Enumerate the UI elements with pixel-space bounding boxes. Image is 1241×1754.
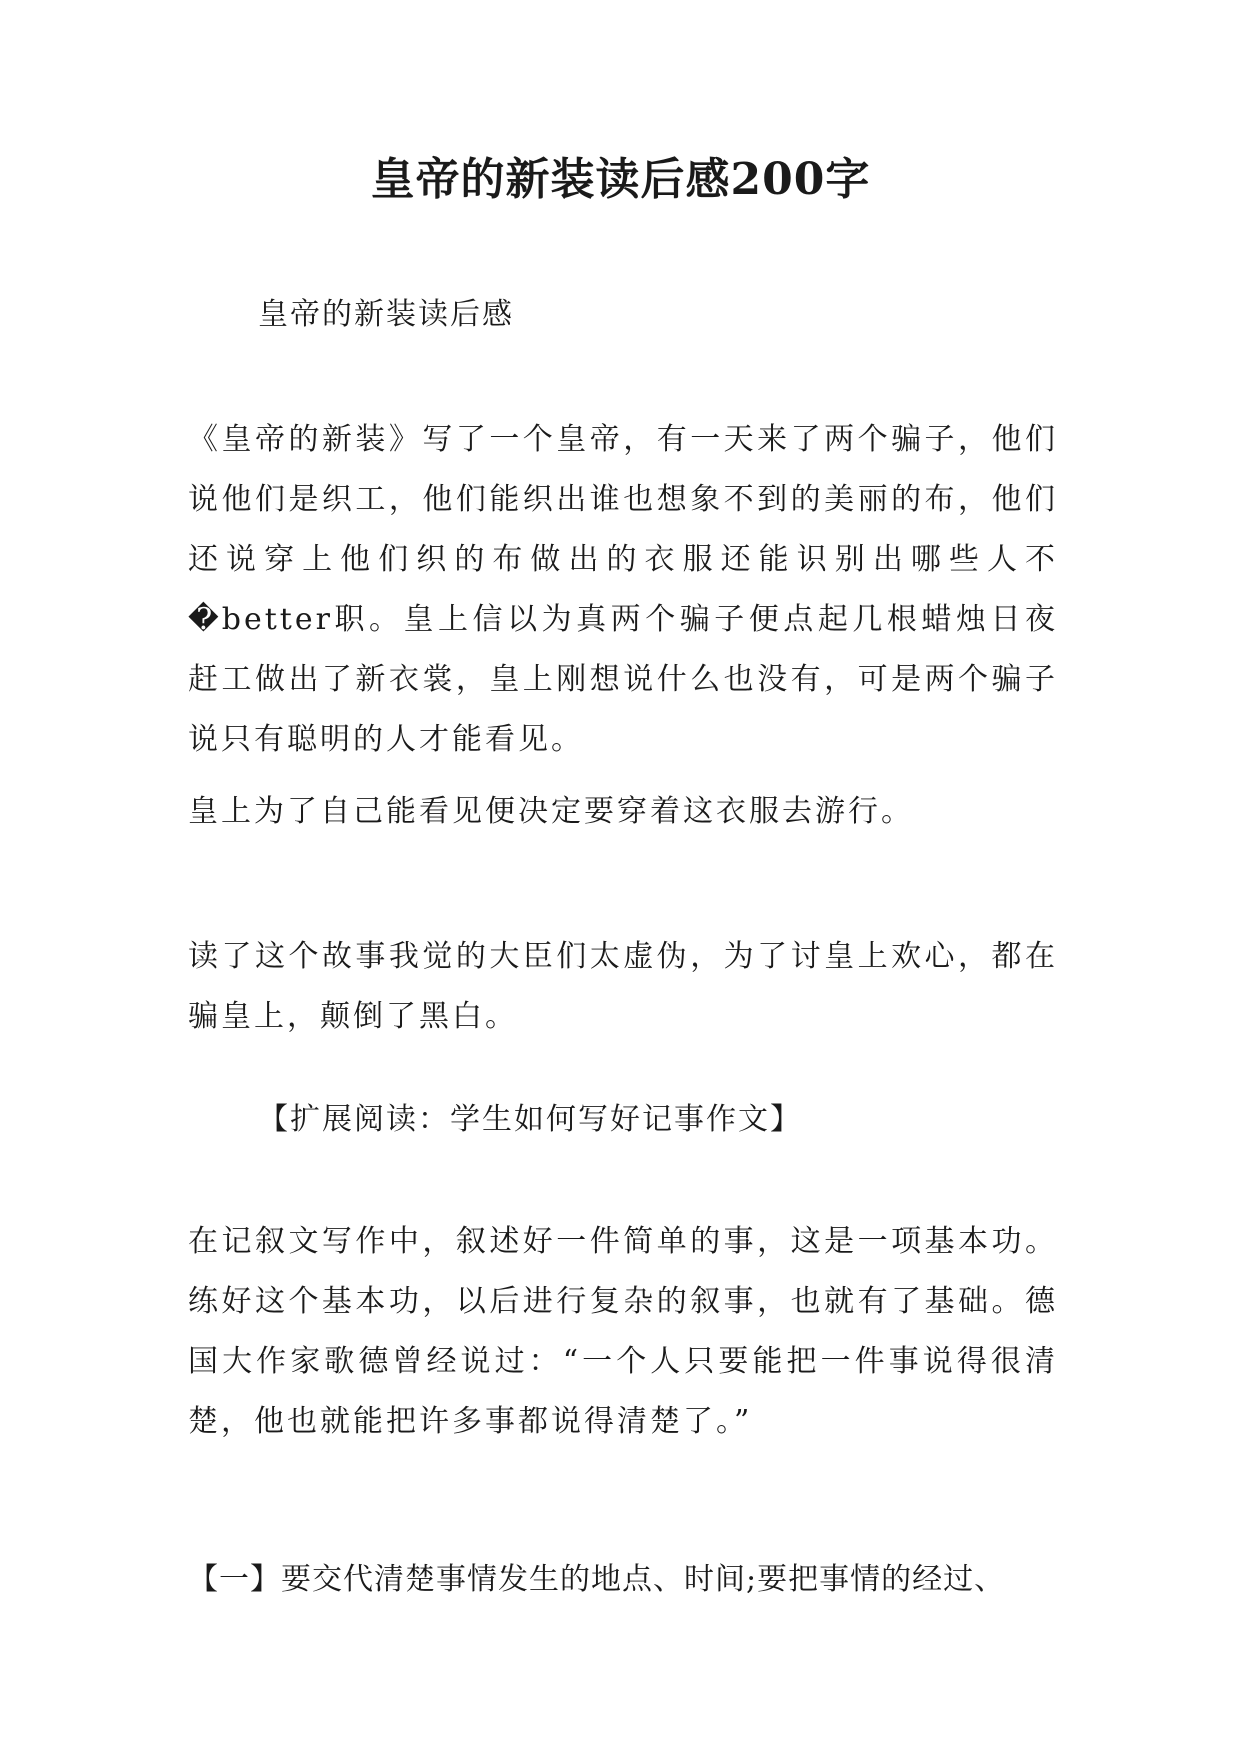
paragraph-1: 《皇帝的新装》写了一个皇帝，有一天来了两个骗子，他们说他们是织工，他们能织出谁也想象不到的美丽的布，他们还说穿上他们织的布做出的衣服还能识别出哪些人不�better职。皇上信以为真两个骗子便点起几根蜡烛日夜赶工做出了新衣裳，皇上刚想说什么也没有，可是两个骗子说只有聪明的人才能看见。 xyxy=(188,422,1058,757)
extended-paragraph: 在记叙文写作中，叙述好一件简单的事，这是一项基本功。练好这个基本功，以后进行复杂的叙事，也就有了基础。德国大作家歌德曾经说过：“一个人只要能把一件事说得很清楚，他也就能把许多事都说得清楚了。” xyxy=(188,1224,1058,1439)
document-title: 皇帝的新装读后感200字 xyxy=(370,154,871,205)
document-subtitle: 皇帝的新装读后感 xyxy=(258,297,514,332)
paragraph-2: 皇上为了自己能看见便决定要穿着这衣服去游行。 xyxy=(188,794,914,829)
section-one-line: 【一】要交代清楚事情发生的地点、时间;要把事情的经过、 xyxy=(188,1562,1006,1597)
extended-reading-heading: 【扩展阅读：学生如何写好记事作文】 xyxy=(258,1102,802,1137)
paragraph-3: 读了这个故事我觉的大臣们太虚伪，为了讨皇上欢心，都在骗皇上，颠倒了黑白。 xyxy=(188,939,1058,1034)
